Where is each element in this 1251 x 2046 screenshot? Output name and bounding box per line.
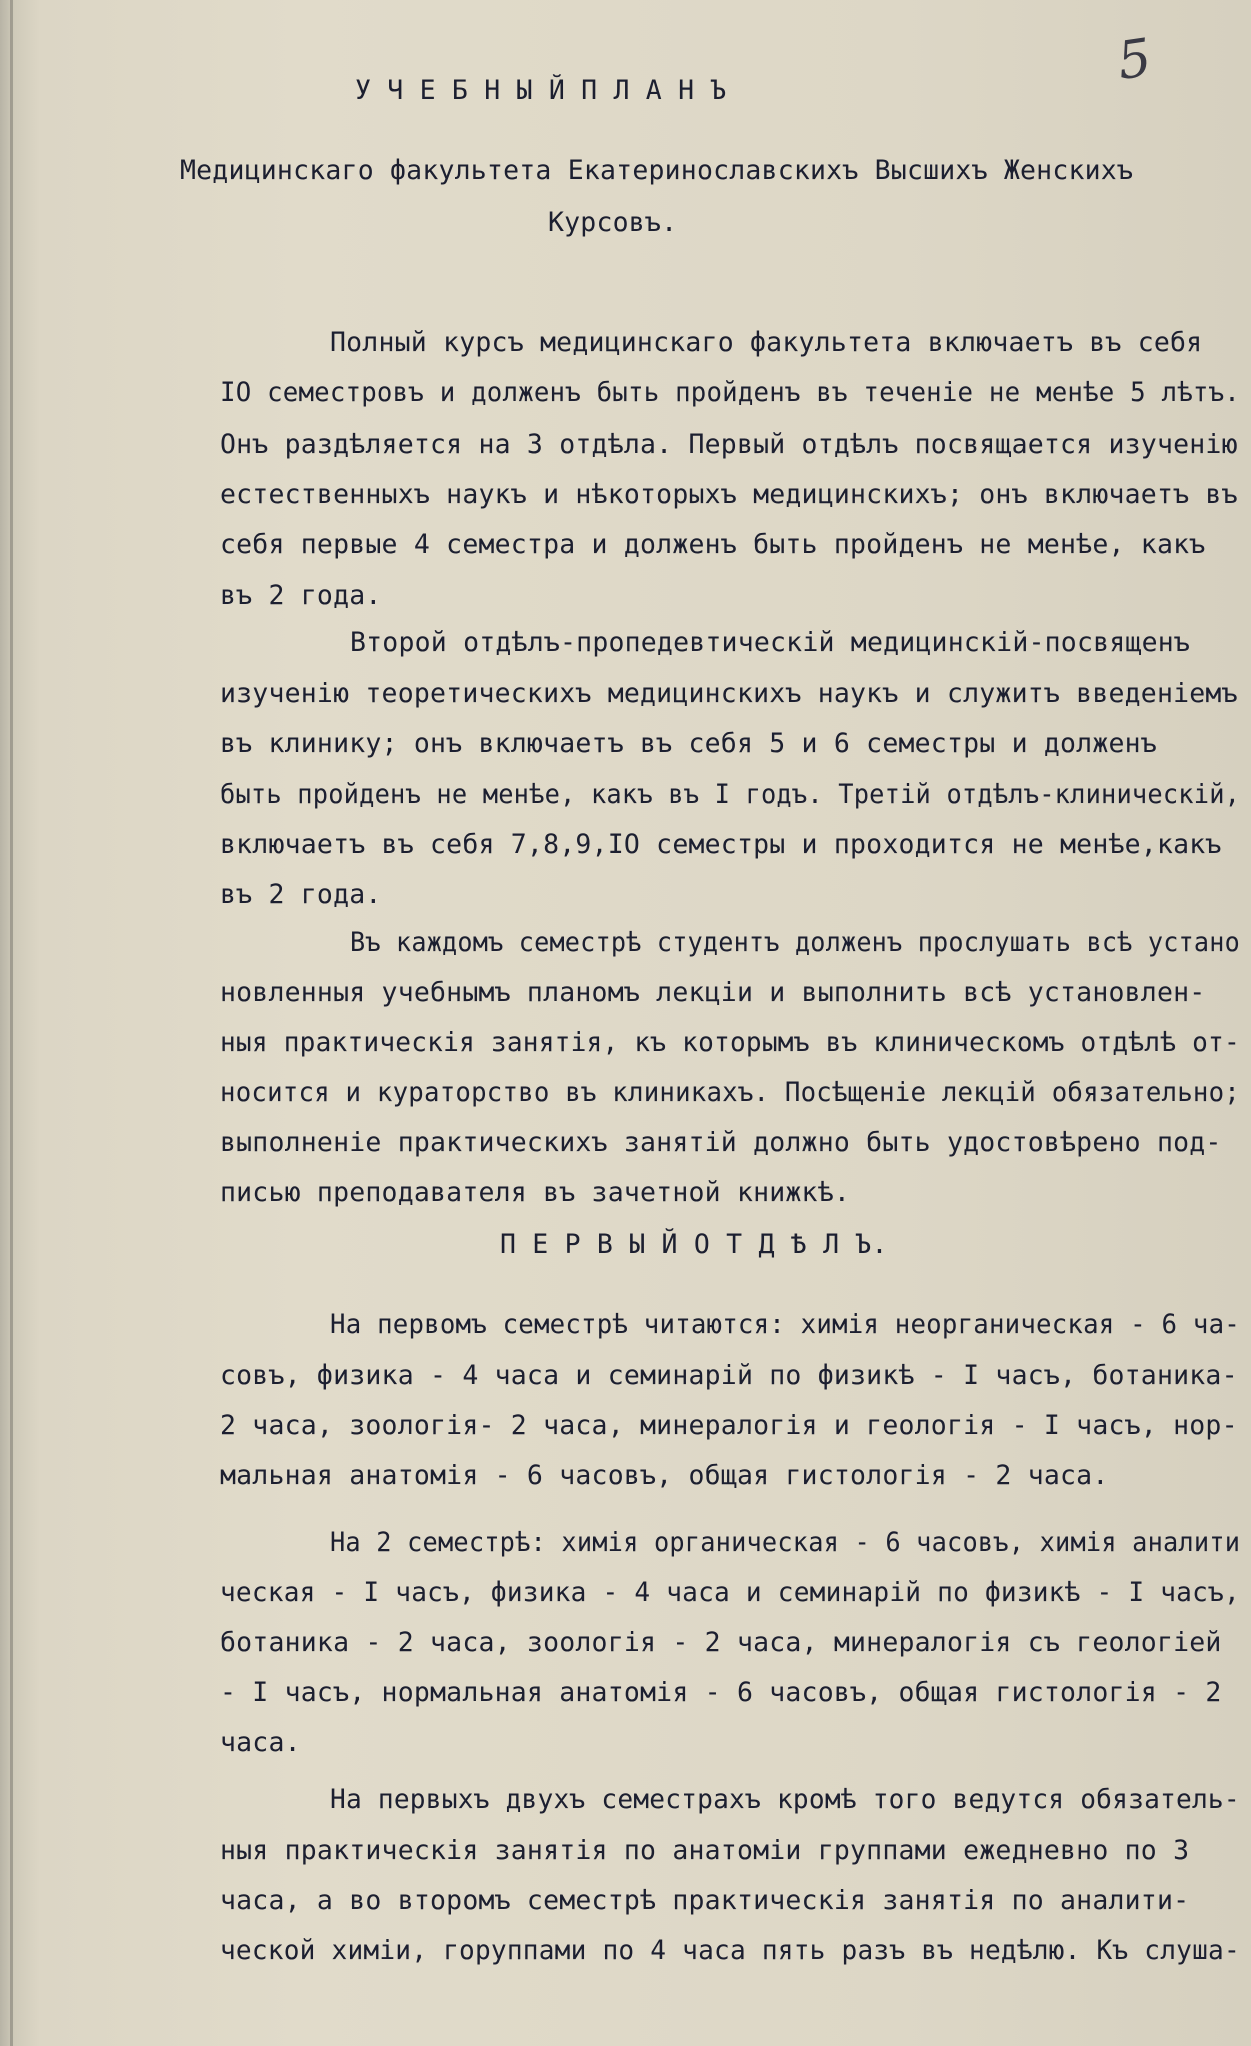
paragraph-line: быть пройденъ не менѣе, какъ въ I годъ. Третій отдѣлъ-клиническій,	[220, 779, 1241, 810]
paragraph-line: естественныхъ наукъ и нѣкоторыхъ медицинскихъ; онъ включаетъ въ	[220, 479, 1238, 510]
paragraph-line: 2 часа, зоологія- 2 часа, минералогія и геологія - I часъ, нор-	[220, 1410, 1238, 1441]
section-heading: П Е Р В Ы Й О Т Д Ѣ Л Ъ.	[500, 1229, 888, 1260]
paragraph-line: ческая - I часъ, физика - 4 часа и семинарій по физикѣ - I часъ,	[220, 1577, 1240, 1608]
paragraph-line: Онъ раздѣляется на 3 отдѣла. Первый отдѣлъ посвящается изученію	[220, 429, 1238, 460]
page-edge-shadow	[10, 0, 13, 2046]
paragraph-line: писью преподавателя въ зачетной книжкѣ.	[220, 1177, 851, 1208]
paragraph-line: часа, а во второмъ семестрѣ практическія занятія по аналити-	[220, 1885, 1190, 1916]
paragraph-line: носится и кураторство въ клиникахъ. Посѣщеніе лекцій обязательно;	[220, 1077, 1241, 1108]
paragraph-line: Полный курсъ медицинскаго факультета включаетъ въ себя	[330, 327, 1203, 358]
paragraph-line: мальная анатомія - 6 часовъ, общая гистологія - 2 часа.	[220, 1460, 1109, 1491]
paragraph-line: На 2 семестрѣ: химія органическая - 6 часовъ, химія аналити	[330, 1527, 1241, 1558]
paragraph-line: ческой химіи, горуппами по 4 часа пять разъ въ недѣлю. Къ слуша-	[220, 1935, 1240, 1966]
paragraph-line: включаетъ въ себя 7,8,9,IO семестры и проходится не менѣе,какъ	[220, 829, 1222, 860]
paragraph-line: ботаника - 2 часа, зоологія - 2 часа, минералогія съ геологіей	[220, 1627, 1222, 1658]
page-number: 5	[1113, 27, 1156, 93]
paragraph-line: На первыхъ двухъ семестрахъ кромѣ того ведутся обязатель-	[330, 1784, 1240, 1815]
paragraph-line: новленныя учебнымъ планомъ лекціи и выполнить всѣ установлен-	[220, 977, 1206, 1008]
paragraph-line: Второй отдѣлъ-пропедевтическій медицинскій-посвященъ	[350, 627, 1191, 658]
paragraph-line: совъ, физика - 4 часа и семинарій по физикѣ - I часъ, ботаника-	[220, 1360, 1238, 1391]
paragraph-line: Въ каждомъ семестрѣ студентъ долженъ прослушать всѣ устано	[350, 927, 1240, 958]
paragraph-line: въ 2 года.	[220, 879, 382, 910]
title-heading: У Ч Е Б Н Ы Й П Л А Н Ъ	[355, 75, 727, 106]
paragraph-line: въ клинику; онъ включаетъ въ себя 5 и 6 семестры и долженъ	[220, 728, 1157, 759]
paragraph-line: изученію теоретическихъ медицинскихъ наукъ и служитъ введеніемъ	[220, 678, 1238, 709]
title-subheading-continued: Курсовъ.	[548, 207, 678, 238]
paragraph-line: ныя практическія занятія, къ которымъ въ клиническомъ отдѣлѣ от-	[220, 1027, 1240, 1058]
paragraph-line: На первомъ семестрѣ читаются: химія неорганическая - 6 ча-	[330, 1309, 1240, 1340]
paragraph-line: - I часъ, нормальная анатомія - 6 часовъ, общая гистологія - 2	[220, 1677, 1222, 1708]
paragraph-line: въ 2 года.	[220, 580, 382, 611]
paragraph-line: ныя практическія занятія по анатоміи группами ежедневно по 3	[220, 1835, 1190, 1866]
paragraph-line: часа.	[220, 1727, 301, 1758]
title-subheading: Медицинскаго факультета Екатеринославскихъ Высшихъ Женскихъ	[180, 155, 1134, 186]
paragraph-line: IO семестровъ и долженъ быть пройденъ въ теченіе не менѣе 5 лѣтъ.	[220, 377, 1241, 408]
paragraph-line: себя первые 4 семестра и долженъ быть пройденъ не менѣе, какъ	[220, 529, 1206, 560]
paragraph-line: выполненіе практическихъ занятій должно быть удостовѣрено под-	[220, 1127, 1222, 1158]
